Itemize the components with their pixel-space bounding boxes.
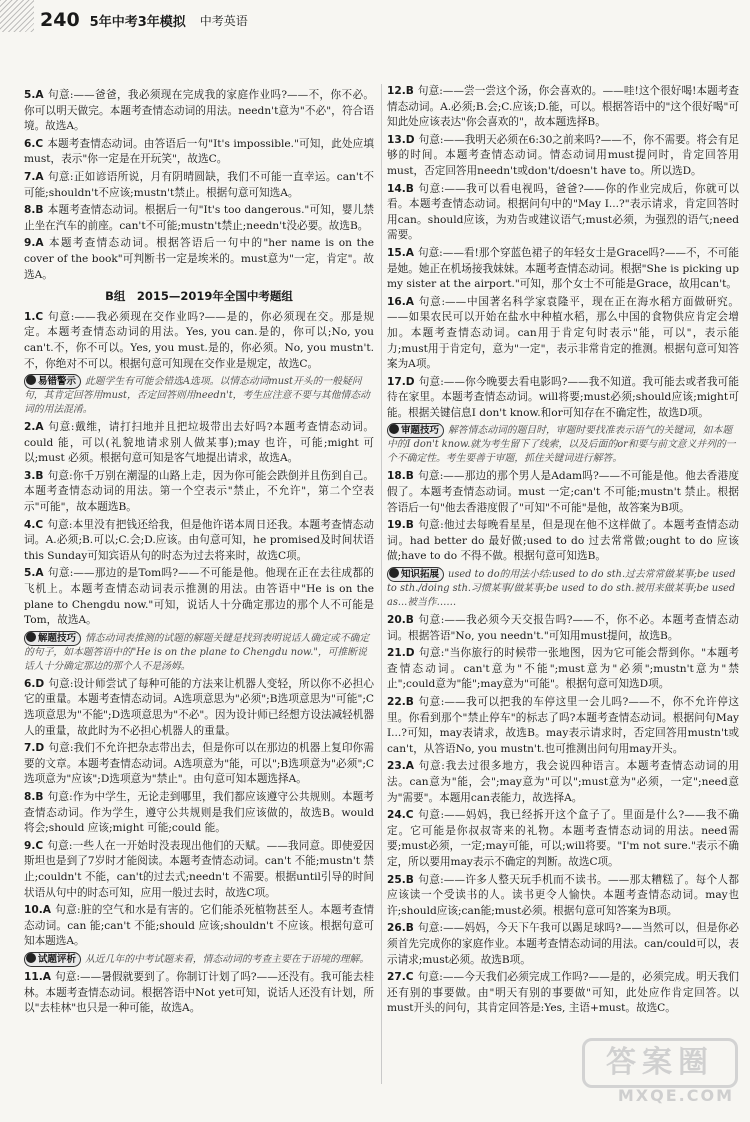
answer-number: 25.B	[387, 873, 414, 886]
answer-explanation: 句意:——我可以看电视吗，爸爸?——你的作业完成后，你就可以看。本题考查情态动词。根据问句中的"May I...?"表示请求，肯定回答时用can。should应该，为劝告或建议语气;must必须，为强烈的语气;need需要。	[387, 182, 739, 242]
answer-item	[387, 759, 739, 806]
answer-number: 9.A	[24, 237, 44, 250]
tip-box	[24, 952, 374, 967]
answer-explanation: 句意:——我可以把我的车停这里一会儿吗?——不，你不允许停这里。你看到那个"禁止停车"的标志了吗?本题考查情态动词。根据问句May I...?可知，may表请求，故选B。may表示请求时，否定回答用mustn't或can't，从答语No, you mustn't.也可推测出问句用may开头。	[387, 696, 739, 755]
answer-number: 13.D	[387, 133, 415, 146]
answer-item	[24, 790, 374, 837]
answer-item	[24, 137, 374, 168]
answer-number: 19.B	[387, 519, 414, 532]
answer-item	[387, 695, 739, 757]
answer-explanation: 句意:——我明天必须在6:30之前来吗?——不，你不需要。将会有足够的时间。本题考查情态动词。情态动词用must提问时，肯定回答用must，否定回答用needn't或don't/doesn't have to。所以选D。	[387, 133, 739, 177]
answer-number: 21.D	[387, 647, 415, 660]
answer-explanation: 本题考查情态动词。根据后一句"It's too dangerous."可知，婴儿禁止坐在汽车的前座。can't不可能;mustn't禁止;needn't没必要。故选B。	[24, 204, 374, 232]
answer-item	[24, 88, 374, 135]
tip-tag-label: 审题技巧	[401, 425, 440, 437]
answer-explanation: 句意:——尝一尝这个汤，你会喜欢的。——哇!这个很好喝!本题考查情态动词。A.必须;B.会;C.应该;D.能，可以。根据答语中的"这个很好喝"可知此处应该表达"你会喜欢的"，故本题选择B。	[387, 85, 739, 129]
answer-number: 5.A	[24, 89, 44, 101]
answer-explanation: 句意:——我必须现在交作业吗?——是的，你必须现在交。那是规定。本题考查情态动词的用法。Yes, you can.是的，你可以;No, you can't.不，你不可以。Yes, you must.是的，你必须。No, you mustn't.不，你绝对不可以。根据句意可知现在交作业是规定，故选C。	[24, 310, 374, 370]
answer-number: 20.B	[387, 614, 414, 627]
answer-explanation: 句意:——那边的是Tom吗?——不可能是他。他现在正在去往成都的飞机上。本题考查情态动词表示推测的用法。由答语中"He is on the plane to Chengdu now."可知，说话人十分确定那边的那个人不可能是Tom，故选A。	[24, 567, 374, 627]
answer-item	[24, 170, 374, 201]
answer-item	[24, 741, 374, 788]
answer-explanation: 句意:——妈妈，今天下午我可以踢足球吗?——当然可以，但是你必须首先完成你的家庭作业。本题考查情态动词的用法。can/could可以，表示请求;must必须。故选B项。	[387, 922, 739, 966]
answer-number: 1.C	[24, 310, 44, 323]
tip-text: 解答情态动词的题目时，审题时要找准表示语气的关键词，如本题中的I don't know.就为考生留下了线索，以及后面的or和要与前文意义并列的一个不确定性。考生要善于审题，抓住关键词进行解答。	[387, 425, 736, 465]
answer-item	[24, 310, 374, 372]
tip-icon	[389, 424, 399, 434]
answer-number: 22.B	[387, 696, 414, 708]
answer-explanation: 句意:——那边的那个男人是Adam吗?——不可能是他。他去香港度假了。本题考查情态动词。must 一定;can't 不可能;mustn't 禁止。根据答语后一句"他去香港度假了"可知"不可能"是他，故答案为B项。	[387, 470, 739, 514]
answer-number: 6.D	[24, 677, 45, 690]
answer-item	[387, 921, 739, 968]
answer-number: 14.B	[387, 182, 414, 195]
answer-explanation: 句意:正如谚语所说，月有阴晴圆缺，我们不可能一直幸运。can't不可能;shouldn't不应该;mustn't禁止。根据句意可知选A。	[24, 170, 374, 199]
answer-explanation: 句意:——我必须今天交报告吗?——不，你不必。本题考查情态动词。根据答语"No, you needn't."可知用must提问，故选B。	[387, 614, 739, 642]
watermark-logo	[588, 1038, 738, 1108]
answer-number: 24.C	[387, 809, 414, 822]
tip-tag-label: 试题评析	[38, 953, 77, 965]
answer-number: 27.C	[387, 971, 414, 984]
tip-box	[387, 423, 739, 466]
answer-item	[387, 182, 739, 244]
tip-box	[24, 631, 374, 674]
tip-tag-label: 知识拓展	[401, 569, 440, 581]
answer-item	[387, 518, 739, 565]
answer-explanation: 句意:他过去每晚看星星，但是现在他不这样做了。本题考查情态动词。had better do 最好做;used to do 过去常常做;ought to do 应该做;have to do 不得不做。根据句意可知选B。	[387, 519, 739, 563]
answer-number: 11.A	[24, 970, 51, 983]
tip-icon	[389, 568, 399, 578]
answer-explanation: 句意:——爸爸，我必须现在完成我的家庭作业吗?——不，你不必。你可以明天做完。本题考查情态动词的用法。needn't意为"不必"，符合语境。故选A。	[24, 89, 374, 133]
answer-explanation: 句意:戴维，请打扫地并且把垃圾带出去好吗?本题考查情态动词。could 能，可以(礼貌地请求别人做某事);may 也许，可能;might 可以;must 必须。根据句意可知是客气地提出请求，故选A。	[24, 421, 374, 465]
answer-item	[387, 246, 739, 293]
tip-icon	[26, 375, 36, 385]
answer-item	[387, 646, 739, 693]
answer-explanation: 本题考查情态动词。根据答语后一句中的"her name is on the cover of the book"可判断书一定是埃米的。must意为"一定，肯定"。故选A。	[24, 237, 374, 281]
section-b-title: B组 2015—2019年全国中考题组	[105, 289, 293, 304]
answer-item	[387, 970, 739, 1017]
group-a-answers	[24, 88, 374, 283]
answer-number: 8.B	[24, 204, 44, 217]
answer-item	[24, 420, 374, 467]
answer-item	[387, 133, 739, 180]
answer-number: 3.B	[24, 469, 44, 482]
tip-text: 此题学生有可能会错选A选项。以情态动词must开头的一般疑问句，其肯定回答用must，否定回答则用needn't，考生应注意不要与其他情态动词的用法混淆。	[24, 376, 370, 416]
group-b-answers-left	[24, 310, 374, 1017]
answer-number: 5.A	[24, 567, 44, 580]
group-b-answers-right	[387, 84, 739, 1017]
watermark-url: MXQE.COM	[617, 1086, 734, 1105]
answer-explanation: 句意:一些人在一开始时没表现出他们的天赋。——我同意。即使爱因斯坦也是到了7岁时才能阅读。本题考查情态动词。can't 不能;mustn't 禁止;couldn't 不能，can't的过去式;needn't 不需要。根据until引导的时间状语从句中的时态可知，应用一般过去时，故选C项。	[24, 839, 374, 899]
answer-number: 8.B	[24, 790, 44, 803]
answer-item	[387, 613, 739, 644]
answer-number: 12.B	[387, 85, 414, 97]
answer-explanation: 句意:——中国著名科学家袁隆平，现在正在海水稻方面做研究。——如果农民可以开始在盐水中种植水稻，那么中国的食物供应肯定会增加。本题考查情态动词。can用于肯定句时表示"能，可以"，表示能力;must用于肯定句，意为"一定"，表示非常肯定的推测。根据句意可知答案为A项。	[387, 295, 739, 371]
answer-item	[24, 903, 374, 950]
answer-explanation: 句意:"当你旅行的时候带一张地图，因为它可能会帮到你。"本题考查情态动词。can't意为"不能";must意为"必须";mustn't意为"禁止";could意为"能";may意为"可能"。根据句意可知选D项。	[387, 647, 739, 691]
answer-number: 17.D	[387, 375, 415, 388]
answer-explanation: 本题考查情态动词。由答语后一句"It's impossible."可知，此处应填must，表示"你一定是在开玩笑"，故选C。	[24, 137, 374, 166]
left-column	[24, 88, 374, 1019]
answer-number: 26.B	[387, 922, 414, 935]
right-column	[387, 84, 739, 1019]
answer-item	[24, 970, 374, 1017]
answer-item	[387, 375, 739, 422]
answer-explanation: 句意:你千万别在潮湿的山路上走，因为你可能会跌倒并且伤到自己。本题考查情态动词的用法。第一个空表示"禁止，不允许"，第二个空表示"可能"，故本题选B。	[24, 469, 374, 514]
answer-number: 7.D	[24, 742, 45, 755]
answer-number: 10.A	[24, 904, 51, 917]
answer-explanation: 句意:我去过很多地方，我会说四种语言。本题考查情态动词的用法。can意为"能，会";may意为"可以";must意为"必须，一定";need意为"需要"。本题用can表能力，故选择A。	[387, 760, 739, 804]
tip-tag	[387, 423, 444, 438]
answer-item	[24, 469, 374, 516]
answer-explanation: 句意:本里没有把钱还给我，但是他许诺本周日还我。本题考查情态动词。A.必须;B.可以;C.会;D.应该。由句意可知，he promised及时间状语this Sunday可知宾语从句的时态为过去将来时，故选C项。	[24, 518, 374, 562]
answer-item	[387, 808, 739, 870]
answer-item	[24, 566, 374, 628]
tip-icon	[26, 953, 36, 963]
answer-explanation: 句意:脏的空气和水是有害的。它们能杀死植物甚至人。本题考查情态动词。can 能;can't 不能;should 应该;shouldn't 不应该。根据句意可知本题选A。	[24, 904, 374, 948]
answer-item	[24, 677, 374, 739]
watermark-title: 答案圈	[582, 1038, 738, 1088]
tip-box	[24, 374, 374, 417]
answer-number: 4.C	[24, 518, 44, 531]
answer-explanation: 句意:——看!那个穿蓝色裙子的年轻女士是Grace吗?——不，不可能是她。她正在机场接我妹妹。本题考查情态动词。根据"She is picking up my sister at the airport."可知，那个女士不可能是Grace，故用can't。	[387, 246, 739, 291]
answer-item	[24, 236, 374, 283]
answer-item	[387, 469, 739, 516]
answer-explanation: 句意:——妈妈，我已经拆开这个盒子了。里面是什么?——我不确定。它可能是你叔叔寄来的礼物。本题考查情态动词的用法。need需要;must必须，一定;may可能，可以;will将要。"I'm not sure."表示不确定，所以要用may表示不确定的判断。故选C项。	[387, 809, 739, 868]
answer-number: 18.B	[387, 470, 414, 483]
tip-text: 从近几年的中考试题来看，情态动词的考查主要在于语境的理解。	[85, 953, 370, 965]
page-number: 240	[40, 9, 80, 31]
tip-tag-label: 易错警示	[38, 376, 77, 388]
answer-number: 7.A	[24, 170, 44, 183]
tip-icon	[26, 632, 36, 642]
tip-text: used to do的用法小结:used to do sth.过去常常做某事;be used to sth./doing sth.习惯某事/做某事;be used to do sth.被用来做某事;be used as...被当作……	[387, 569, 736, 609]
tip-tag	[24, 952, 81, 967]
answer-explanation: 句意:设计师尝试了每种可能的方法来让机器人变轻，所以你不必担心它的重量。本题考查情态动词。A选项意思为"必须";B选项意思为"可能";C选项意思为"不能";D选项意思为"不必"。因为设计师已经想方设法减轻机器人的重量，故此时为不必担心机器人的重量。	[24, 677, 374, 737]
answer-explanation: 句意:作为中学生，无论走到哪里，我们都应该遵守公共规则。本题考查情态动词。作为学生，遵守公共规则是我们应该做的，故选B。would 将会;should 应该;might 可能;could 能。	[24, 790, 374, 835]
answer-explanation: 句意:——暑假就要到了。你制订计划了吗?——还没有。我可能去桂林。本题考查情态动词。根据答语中Not yet可知，说话人还没有计划，所以"去桂林"也只是一种可能，故选A。	[24, 970, 374, 1015]
answer-explanation: 句意:——你今晚要去看电影吗?——我不知道。我可能去或者我可能待在家里。本题考查情态动词。will将要;must必须;should应该;might可能。根据关键信息I don't know.和or可知存在不确定性，故选D项。	[387, 375, 739, 419]
answer-explanation: 句意:——今天我们必须完成工作吗?——是的，必须完成。明天我们还有别的事要做。由"明天有别的事要做"可知，此处应作肯定回答。以must开头的问句，其肯定回答是:Yes, 主语+must。故选C。	[387, 971, 739, 1015]
answer-item	[24, 518, 374, 565]
tip-tag	[24, 631, 81, 646]
answer-number: 9.C	[24, 839, 44, 852]
page-header	[0, 0, 750, 40]
answer-number: 15.A	[387, 246, 414, 259]
answer-number: 2.A	[24, 421, 44, 434]
answer-item	[24, 839, 374, 901]
tip-box	[387, 567, 739, 610]
answer-number: 23.A	[387, 760, 414, 773]
answer-number: 16.A	[387, 295, 414, 308]
column-divider	[381, 84, 382, 1084]
answer-item	[387, 84, 739, 131]
tip-tag	[387, 567, 444, 582]
answer-item	[387, 295, 739, 373]
answer-item	[24, 203, 374, 234]
tip-tag	[24, 374, 81, 389]
answer-explanation: 句意:我们不允许把杂志带出去，但是你可以在那边的机器上复印你需要的文章。本题考查情态动词。A选项意为"能，可以";B选项意为"必须";C选项意为"应该";D选项意为"禁止"。由句意可知本题选择A。	[24, 742, 374, 786]
tip-text: 情态动词表推测的试题的解题关键是找到表明说话人确定或不确定的句子，如本题答语中的"He is on the plane to Chengdu now."，可推断说话人十分确定那边的那个人不是汤姆。	[24, 632, 370, 672]
subject-label: 中考英语	[199, 13, 248, 28]
answer-item	[387, 873, 739, 920]
tip-tag-label: 解题技巧	[38, 632, 77, 644]
book-title: 5年中考3年模拟	[89, 14, 186, 30]
answer-explanation: 句意:——许多人整天玩手机而不读书。——那太糟糕了。每个人都应该读一个受读书的人。读书更令人愉快。本题考查情态动词。may也许;should应该;can能;must必须。根据句意可知答案为B项。	[387, 873, 739, 917]
answer-number: 6.C	[24, 137, 44, 150]
